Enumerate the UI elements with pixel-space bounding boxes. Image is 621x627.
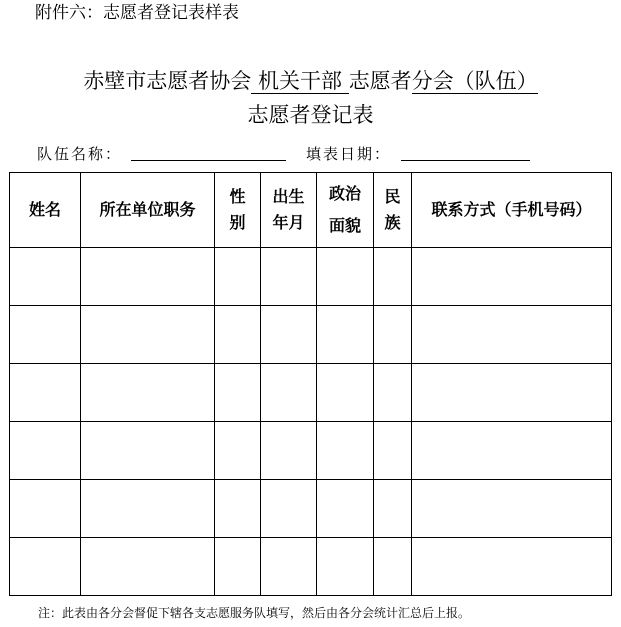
table-cell[interactable]	[215, 248, 261, 306]
table-cell[interactable]	[317, 248, 374, 306]
header-ethnicity-line2: 族	[384, 213, 401, 232]
header-gender	[215, 173, 261, 248]
table-cell[interactable]	[412, 306, 612, 364]
table-cell[interactable]	[215, 306, 261, 364]
table-cell[interactable]	[261, 538, 317, 596]
table-cell[interactable]	[412, 364, 612, 422]
table-cell[interactable]	[261, 422, 317, 480]
table-cell[interactable]	[261, 480, 317, 538]
header-political-line1: 政治	[328, 184, 361, 203]
header-unit-position: 所在单位职务	[81, 173, 215, 248]
team-name-label: 队伍名称：	[37, 145, 123, 163]
table-row	[10, 538, 612, 596]
table-cell[interactable]	[261, 248, 317, 306]
title-org-fill	[251, 69, 348, 94]
team-name-input[interactable]	[131, 160, 286, 161]
table-row	[10, 248, 612, 306]
table-cell[interactable]	[10, 364, 81, 422]
table-cell[interactable]	[81, 422, 215, 480]
title-suffix-fill	[412, 69, 538, 94]
table-cell[interactable]	[374, 538, 412, 596]
header-contact: 联系方式（手机号码）	[412, 173, 612, 248]
header-gender-line1: 性	[229, 187, 246, 206]
header-political	[317, 173, 374, 248]
table-cell[interactable]	[81, 306, 215, 364]
table-cell[interactable]	[261, 364, 317, 422]
form-subtitle: 志愿者登记表	[247, 103, 374, 127]
table-cell[interactable]	[10, 422, 81, 480]
footnote: 注：此表由各分会督促下辖各支志愿服务队填写，然后由各分会统计汇总后上报。	[38, 606, 471, 620]
table-cell[interactable]	[374, 248, 412, 306]
table-row	[10, 422, 612, 480]
title-suffix-text: 分会（队伍）	[411, 69, 538, 93]
header-political-line2: 面貌	[328, 216, 361, 235]
header-row	[10, 173, 612, 248]
header-ethnicity-line1: 民	[384, 187, 401, 206]
table-cell[interactable]	[374, 306, 412, 364]
header-ethnicity	[374, 173, 412, 248]
table-cell[interactable]	[215, 538, 261, 596]
table-cell[interactable]	[10, 480, 81, 538]
table-cell[interactable]	[317, 306, 374, 364]
table-cell[interactable]	[412, 538, 612, 596]
header-gender-line2: 别	[229, 213, 246, 232]
title-prefix: 赤壁市志愿者协会	[83, 69, 252, 93]
attachment-label: 附件六：志愿者登记表样表	[35, 3, 239, 23]
table-cell[interactable]	[374, 364, 412, 422]
table-cell[interactable]	[10, 538, 81, 596]
header-name: 姓名	[10, 173, 81, 248]
table-cell[interactable]	[81, 538, 215, 596]
table-cell[interactable]	[374, 480, 412, 538]
table-cell[interactable]	[317, 364, 374, 422]
table-cell[interactable]	[412, 480, 612, 538]
fill-date-input[interactable]	[401, 160, 530, 161]
table-row	[10, 480, 612, 538]
title-middle: 志愿者	[348, 69, 412, 93]
table-cell[interactable]	[215, 480, 261, 538]
form-title	[0, 67, 621, 95]
table-cell[interactable]	[81, 248, 215, 306]
table-cell[interactable]	[10, 306, 81, 364]
fill-date-label: 填表日期：	[306, 145, 392, 163]
table-cell[interactable]	[81, 364, 215, 422]
table-cell[interactable]	[317, 480, 374, 538]
title-org-text: 机关干部	[258, 69, 342, 93]
registration-table	[9, 172, 612, 596]
header-birth-line2: 年月	[272, 213, 305, 232]
table-cell[interactable]	[215, 422, 261, 480]
table-cell[interactable]	[412, 422, 612, 480]
table-cell[interactable]	[412, 248, 612, 306]
table-cell[interactable]	[215, 364, 261, 422]
table-cell[interactable]	[261, 306, 317, 364]
table-cell[interactable]	[317, 422, 374, 480]
table-row	[10, 364, 612, 422]
table-cell[interactable]	[10, 248, 81, 306]
header-birth	[261, 173, 317, 248]
table-cell[interactable]	[374, 422, 412, 480]
header-birth-line1: 出生	[272, 187, 305, 206]
table-row	[10, 306, 612, 364]
table-cell[interactable]	[317, 538, 374, 596]
table-cell[interactable]	[81, 480, 215, 538]
